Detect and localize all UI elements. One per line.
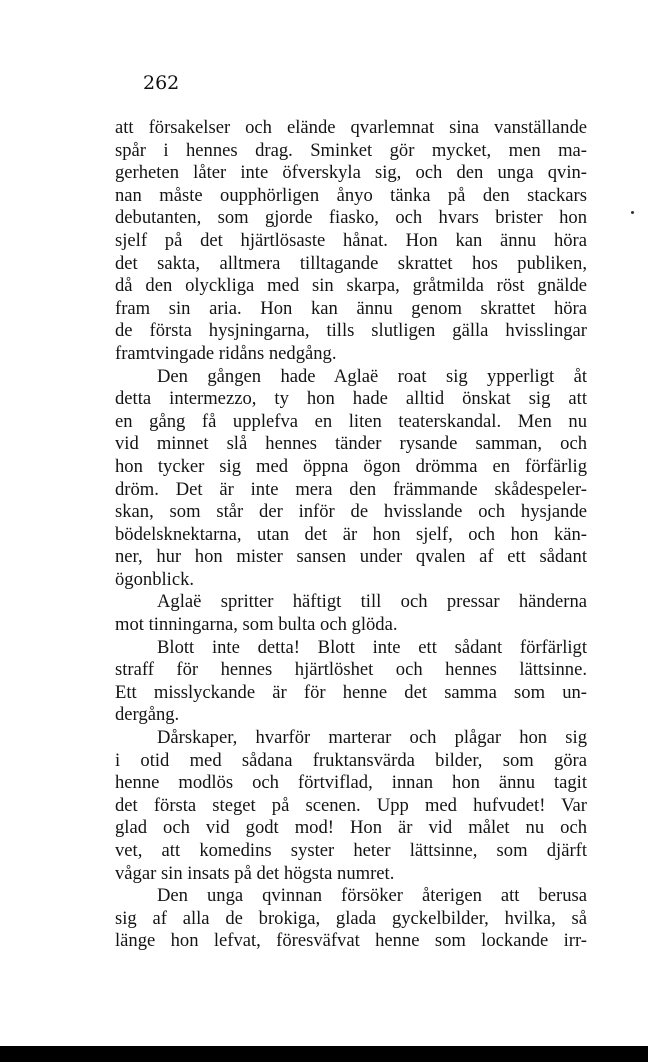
text-line: Ett misslyckande är för henne det samma som un- [115, 681, 587, 703]
text-line: spår i hennes drag. Sminket gör mycket, men ma- [115, 139, 587, 161]
text-line: vågar sin insats på det högsta numret. [115, 862, 395, 884]
text-line: Den gången hade Aglaë roat sig ypperligt åt [157, 365, 587, 387]
text-line: vet, att komedins syster heter lättsinne, som djärft [115, 840, 587, 861]
text-line: Aglaë spritter häftigt till och pressar händerna [157, 591, 587, 613]
text-line: det sakta, alltmera tilltagande skrattet hos publiken, [115, 252, 587, 274]
body-text [115, 117, 587, 953]
text-line: vid minnet slå hennes tänder rysande samman, och [115, 433, 587, 455]
page-number: 262 [143, 72, 180, 94]
text-line: då den olyckliga med sin skarpa, gråtmilda röst gnälde [115, 275, 587, 297]
text-line: en gång få upplefva en liten teaterskandal. Men nu [115, 410, 587, 432]
text-line: Den unga qvinnan försöker återigen att berusa [157, 885, 587, 907]
text-line: i otid med sådana fruktansvärda bilder, som göra [115, 749, 587, 771]
text-line: hon tycker sig med öppna ögon drömma en förfärlig [115, 455, 587, 477]
text-line: nan måste oupphörligen ånyo tänka på den stackars [115, 184, 587, 206]
text-line: straff för hennes hjärtlöshet och hennes lättsinne. [115, 659, 587, 681]
text-line: Dårskaper, hvarför marterar och plågar hon sig [157, 727, 587, 749]
text-line: länge hon lefvat, föresväfvat henne som lockande irr- [115, 930, 587, 952]
text-line: ner, hur hon mister sansen under qvalen af ett sådant [115, 546, 587, 568]
text-line: sig af alla de brokiga, glada gyckelbilder, hvilka, så [115, 907, 587, 929]
text-line: glad och vid godt mod! Hon är vid målet nu och [115, 817, 587, 839]
text-line: de första hysjningarna, tills slutligen gälla hvisslingar [115, 320, 587, 342]
text-line: detta intermezzo, ty hon hade alltid önskat sig att [115, 388, 587, 410]
text-line: dergång. [115, 704, 180, 726]
scan-edge-bar [0, 1046, 648, 1062]
text-line: debutanten, som gjorde fiasko, och hvars brister hon [115, 207, 587, 229]
text-line: det första steget på scenen. Upp med hufvudet! Var [115, 794, 587, 816]
text-line: dröm. Det är inte mera den främmande skådespeler- [115, 478, 587, 500]
text-line: mot tinningarna, som bulta och glöda. [115, 614, 398, 636]
text-line: gerheten låter inte öfverskyla sig, och den unga qvin- [115, 162, 587, 184]
text-line: fram sin aria. Hon kan ännu genom skrattet höra [115, 297, 587, 319]
text-line: framtvingade ridåns nedgång. [115, 342, 337, 364]
text-line: sjelf på det hjärtlösaste hånat. Hon kan ännu höra [115, 229, 587, 251]
text-line: henne modlös och förtviflad, innan hon ännu tagit [115, 772, 587, 794]
text-line: ögonblick. [115, 568, 195, 590]
text-line: skan, som står der inför de hvisslande och hysjande [115, 501, 587, 523]
margin-speck [631, 211, 634, 214]
text-line: Blott inte detta! Blott inte ett sådant förfärligt [157, 636, 587, 658]
text-line: att försakelser och elände qvarlemnat sina vanställande [115, 117, 587, 138]
text-line: bödelsknektarna, utan det är hon sjelf, och hon kän- [115, 523, 587, 545]
